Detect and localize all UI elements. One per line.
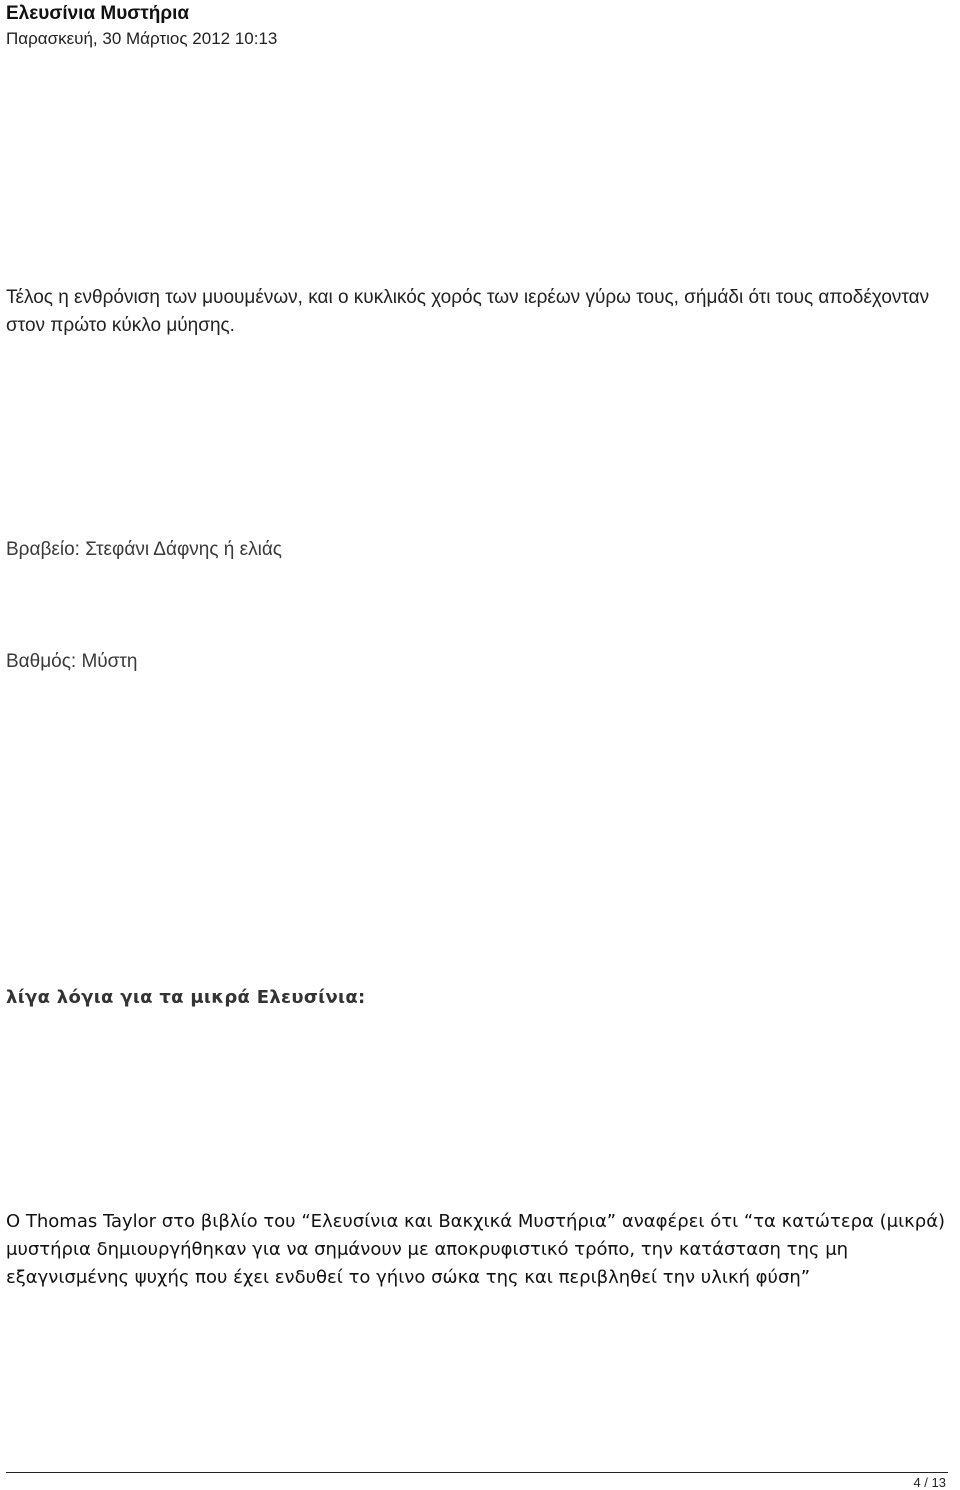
document-header	[6, 2, 277, 50]
footer-divider	[6, 1472, 948, 1473]
award-line: Βραβείο: Στεφάνι Δάφνης ή ελιάς	[6, 539, 282, 560]
document-title: Ελευσίνια Μυστήρια	[6, 3, 190, 24]
section-heading: λίγα λόγια για τα μικρά Ελευσίνια:	[6, 987, 366, 1008]
paragraph-taylor: Ο Thomas Taylor στο βιβλίο του “Ελευσίνια και Βακχικά Μυστήρια” αναφέρει ότι “τα κατώτερα (μικρά) μυστήρια δημιουργήθηκαν για να σημάνουν με αποκρυφιστικό τρόπο, την κατάσταση της μη εξαγνισμένης ψυχής που έχει ενδυθεί το γήινο σώκα της και περιβληθεί την υλική φύση”	[6, 1211, 946, 1288]
document-date: Παρασκευή, 30 Μάρτιος 2012 10:13	[6, 29, 278, 48]
paragraph-enthronement: Τέλος η ενθρόνιση των μυουμένων, και ο κυκλικός χορός των ιερέων γύρω τους, σήμάδι ότι τους αποδέχονταν στον πρώτο κύκλο μύησης.	[6, 287, 930, 336]
grade-line: Βαθμός: Μύστη	[6, 651, 138, 672]
page-number: 4 / 13	[913, 1475, 946, 1490]
